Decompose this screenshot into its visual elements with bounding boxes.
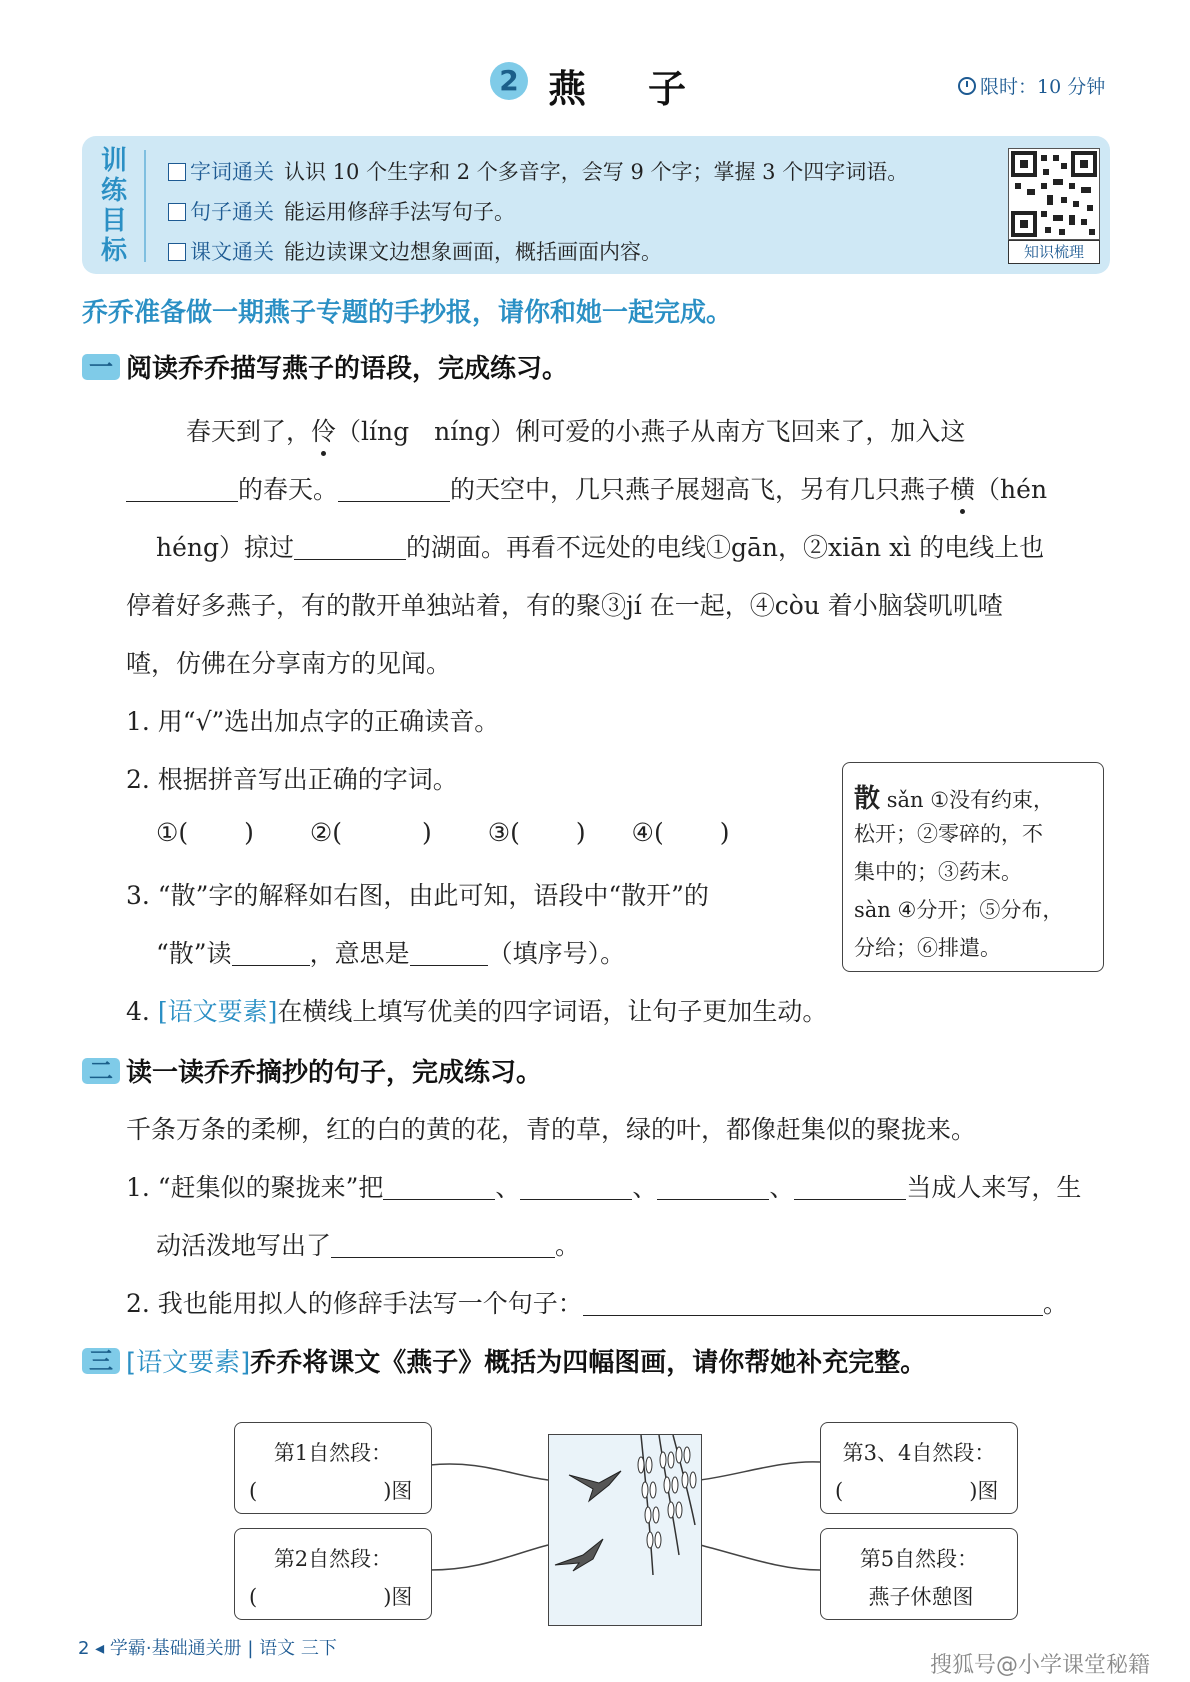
answer-blank[interactable] bbox=[410, 941, 488, 966]
question-1-4: 4. [语文要素]在横线上填写优美的四字词语，让句子更加生动。 bbox=[126, 997, 828, 1026]
section-3-badge: 三 bbox=[82, 1348, 120, 1374]
fill-input[interactable]: ( )图 bbox=[249, 1479, 413, 1503]
lesson-number-badge: 2 bbox=[490, 62, 528, 100]
question-2-1-cont: 动活泼地写出了 。 bbox=[156, 1231, 581, 1260]
passage-line-2: 的春天。 的天空中，几只燕子展翅高飞，另有几只燕子横（hén bbox=[126, 470, 1047, 506]
checkbox[interactable] bbox=[168, 203, 186, 221]
answer-blank[interactable] bbox=[126, 477, 238, 502]
goals-divider bbox=[144, 150, 146, 262]
answer-blank[interactable] bbox=[232, 941, 310, 966]
question-1-3: 3. “散”字的解释如右图，由此可知，语段中“散开”的 bbox=[126, 881, 709, 910]
dict-line-5: 分给；⑥排遣。 bbox=[854, 936, 1001, 960]
pinyin-answer-slots: ①( ) ②( ) ③( ) ④( ) bbox=[156, 818, 730, 847]
fill-input[interactable]: ( )图 bbox=[249, 1585, 413, 1609]
section-3-title: [语文要素]乔乔将课文《燕子》概括为四幅图画，请你帮她补充完整。 bbox=[126, 1348, 927, 1378]
question-2-2: 2. 我也能用拟人的修辞手法写一个句子： 。 bbox=[126, 1289, 1068, 1318]
answer-blank[interactable] bbox=[331, 1233, 555, 1258]
answer-blank[interactable] bbox=[583, 1291, 1043, 1316]
fill-input[interactable]: ( )图 bbox=[835, 1479, 999, 1503]
section-1-badge: 一 bbox=[82, 354, 120, 380]
question-1-3-cont: “散”读 ，意思是 （填序号）。 bbox=[156, 939, 626, 968]
section-2-badge: 二 bbox=[82, 1058, 120, 1084]
passage-line-1: 春天到了，伶（líng níng）俐可爱的小燕子从南方飞回来了，加入这 bbox=[186, 412, 965, 448]
section-2-title: 读一读乔乔摘抄的句子，完成练习。 bbox=[126, 1058, 543, 1088]
lesson-title: 燕子 bbox=[548, 67, 749, 111]
goal-row-text: 课文通关 能边读课文边想象画面，概括画面内容。 bbox=[168, 236, 662, 266]
question-1-2: 2. 根据拼音写出正确的字词。 bbox=[126, 765, 458, 794]
question-1-1: 1. 用“√”选出加点字的正确读音。 bbox=[126, 707, 500, 736]
dict-line-4: sàn ④分开；⑤分布， bbox=[854, 898, 1064, 922]
language-element-tag: [语文要素] bbox=[126, 1348, 251, 1378]
section-1-title: 阅读乔乔描写燕子的语段，完成练习。 bbox=[126, 354, 569, 384]
answer-blank[interactable] bbox=[794, 1175, 906, 1200]
question-2-1: 1. “赶集似的聚拢来”把 、 、 、 当成人来写，生 bbox=[126, 1173, 1082, 1202]
passage-line-5: 喳，仿佛在分享南方的见闻。 bbox=[126, 649, 452, 678]
intro-text: 乔乔准备做一期燕子专题的手抄报，请你和她一起完成。 bbox=[82, 298, 733, 328]
passage-line-3: héng）掠过 的湖面。再看不远处的电线①gān，②xiān xì 的电线上也 bbox=[156, 533, 1045, 562]
paragraph-box-1: 第1自然段： ( )图 bbox=[234, 1422, 432, 1514]
answer-blank[interactable] bbox=[294, 535, 406, 560]
checkbox[interactable] bbox=[168, 163, 186, 181]
qr-code-icon[interactable] bbox=[1008, 148, 1100, 240]
checkbox[interactable] bbox=[168, 243, 186, 261]
clock-icon bbox=[958, 77, 976, 95]
answer-blank[interactable] bbox=[657, 1175, 769, 1200]
passage-line-4: 停着好多燕子，有的散开单独站着，有的聚③jí 在一起，④còu 着小脑袋叽叽喳 bbox=[126, 591, 1003, 620]
goal-row-sentences: 句子通关 能运用修辞手法写句子。 bbox=[168, 196, 515, 226]
paragraph-box-4: 第5自然段： 燕子休憩图 bbox=[820, 1528, 1018, 1620]
paragraph-box-2: 第2自然段： ( )图 bbox=[234, 1528, 432, 1620]
answer-blank[interactable] bbox=[520, 1175, 632, 1200]
goal-row-words: 字词通关 认识 10 个生字和 2 个多音字，会写 9 个字；掌握 3 个四字词语。 bbox=[168, 156, 908, 186]
dict-line-1: 散 sǎn ①没有约束， bbox=[854, 784, 1055, 814]
page-footer: 2 ◂ 学霸·基础通关册 | 语文 三下 bbox=[78, 1638, 337, 1659]
answer-blank[interactable] bbox=[383, 1175, 495, 1200]
watermark-text: 搜狐号@小学课堂秘籍 bbox=[930, 1653, 1151, 1678]
time-limit bbox=[958, 72, 1105, 99]
dict-line-2: 松开；②零碎的，不 bbox=[854, 822, 1043, 846]
language-element-tag: [语文要素] bbox=[157, 997, 278, 1026]
qr-label: 知识梳理 bbox=[1008, 240, 1100, 264]
paragraph-box-3: 第3、4自然段： ( )图 bbox=[820, 1422, 1018, 1514]
answer-blank[interactable] bbox=[338, 477, 450, 502]
time-limit-text: 限时：10 分钟 bbox=[980, 76, 1106, 98]
training-goals-label: 训练目标 bbox=[100, 146, 127, 266]
swallows-willow-illustration bbox=[548, 1434, 702, 1626]
dict-line-3: 集中的；③药末。 bbox=[854, 860, 1022, 884]
quoted-sentence: 千条万条的柔柳，红的白的黄的花，青的草，绿的叶，都像赶集似的聚拢来。 bbox=[126, 1115, 977, 1144]
